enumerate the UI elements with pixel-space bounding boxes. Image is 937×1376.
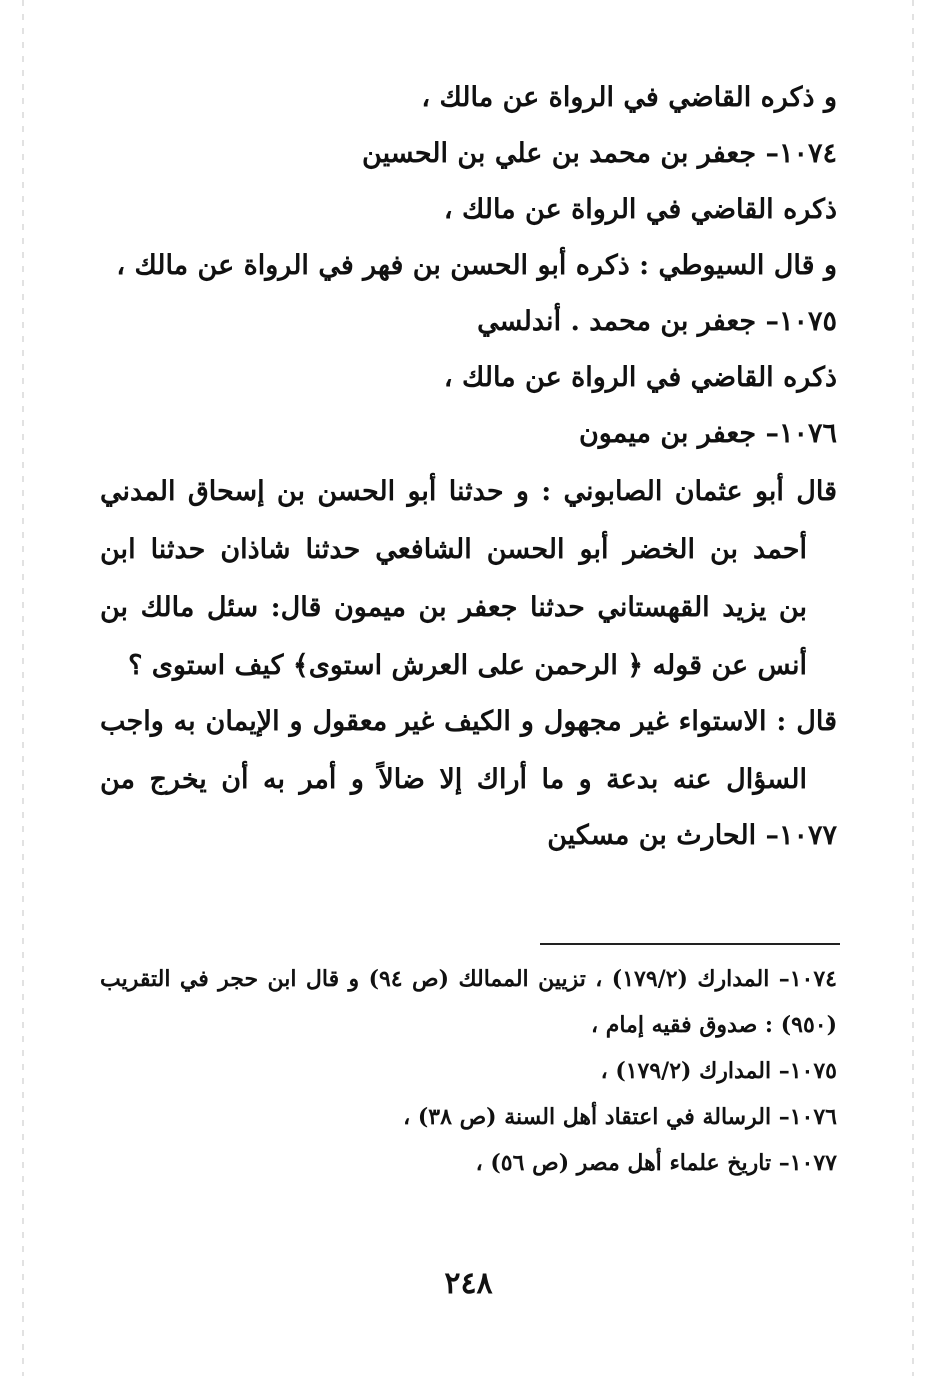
body-line-8: قال أبو عثمان الصابوني : و حدثنا أبو الحسن بن إسحاق المدني (100, 476, 837, 507)
footnote-2: (٩٥٠) : صدوق فقيه إمام ، (590, 1012, 837, 1038)
body-line-13: السؤال عنه بدعة و ما أراك إلا ضالاً و أمر به أن يخرج من (100, 764, 807, 795)
body-line-12: قال : الاستواء غير مجهول و الكيف غير معقول و الإيمان به واجب (100, 706, 837, 737)
footnote-4: ١٠٧٦– الرسالة في اعتقاد أهل السنة (ص ٣٨) ، (403, 1104, 837, 1130)
footnote-5: ١٠٧٧– تاريخ علماء أهل مصر (ص ٥٦) ، (475, 1150, 837, 1176)
body-line-11: أنس عن قوله ﴿ الرحمن على العرش استوى﴾ كيف استوى ؟ (128, 650, 807, 681)
entry-1077-heading: ١٠٧٧– الحارث بن مسكين (547, 820, 837, 851)
footnote-1: ١٠٧٤– المدارك (١٧٩/٢) ، تزيين الممالك (ص ٩٤) و قال ابن حجر في التقريب (100, 966, 837, 992)
page-number: ٢٤٨ (444, 1266, 493, 1301)
body-line-4: و قال السيوطي : ذكره أبو الحسن بن فهر في الرواة عن مالك ، (116, 250, 837, 281)
footnote-3: ١٠٧٥– المدارك (١٧٩/٢) ، (600, 1058, 837, 1084)
body-line-9: أحمد بن الخضر أبو الحسن الشافعي حدثنا شاذان حدثنا ابن (100, 534, 807, 565)
body-line-6: ذكره القاضي في الرواة عن مالك ، (443, 362, 837, 393)
entry-1076-heading: ١٠٧٦– جعفر بن ميمون (578, 418, 837, 449)
body-line-3: ذكره القاضي في الرواة عن مالك ، (443, 194, 837, 225)
footnote-separator (540, 943, 840, 945)
body-line-10: بن يزيد القهستاني حدثنا جعفر بن ميمون قال: سئل مالك بن (100, 592, 807, 623)
entry-1074-heading: ١٠٧٤– جعفر بن محمد بن علي بن الحسين (362, 138, 837, 169)
scan-edge-right (912, 0, 914, 1376)
scan-edge-left (22, 0, 24, 1376)
body-line-1: و ذكره القاضي في الرواة عن مالك ، (421, 82, 837, 113)
entry-1075-heading: ١٠٧٥– جعفر بن محمد . أندلسي (477, 306, 837, 337)
